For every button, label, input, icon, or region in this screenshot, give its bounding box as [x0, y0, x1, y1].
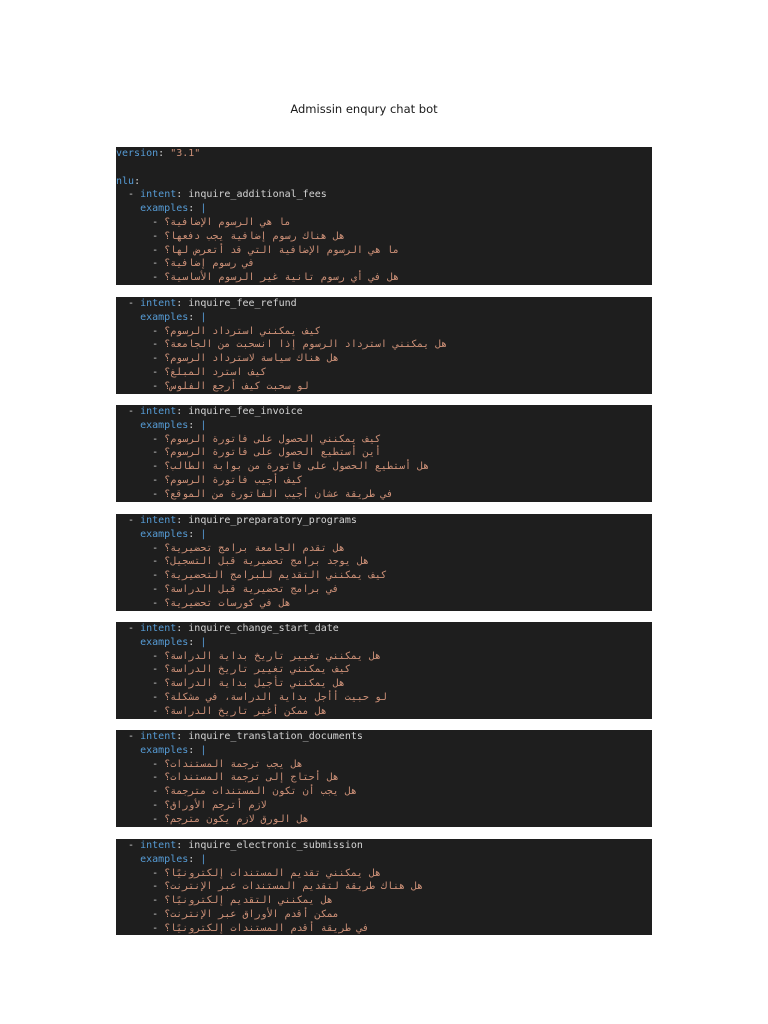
example-line: - هل يجب ترجمة المستندات؟: [152, 758, 303, 770]
example-line: - هل تقدم الجامعة برامج تحضيرية؟: [152, 542, 345, 554]
example-line: - هل في كورسات تحضيرية؟: [152, 597, 291, 609]
example-line: - كيف استرد المبلغ؟: [152, 366, 267, 378]
code-block: [116, 730, 652, 827]
example-text: هل ممكن أغير تاريخ الدراسة؟: [164, 705, 327, 717]
intent-line: - intent: inquire_preparatory_programs: [128, 515, 357, 526]
example-line: - أين أستطيع الحصول على فاتورة الرسوم؟: [152, 447, 381, 459]
example-line: - في رسوم إضافية؟: [152, 258, 255, 270]
example-text: في طريقة أقدم المستندات إلكترونيًا؟: [164, 922, 369, 934]
example-line: - هل هناك طريقة لتقديم المستندات عبر الإنترنت؟: [152, 881, 424, 893]
example-text: هل في كورسات تحضيرية؟: [164, 597, 291, 609]
example-text: هل هناك طريقة لتقديم المستندات عبر الإنترنت؟: [164, 881, 424, 893]
example-text: هل يمكنني تأجيل بداية الدراسة؟: [164, 678, 345, 690]
code-block: [116, 622, 652, 719]
example-text: هل يمكنني استرداد الرسوم إذا انسحبت من الجامعة؟: [164, 339, 448, 351]
example-text: ممكن أقدم الأوراق عبر الإنترنت؟: [164, 908, 339, 920]
example-text: هل يجب أن تكون المستندات مترجمة؟: [164, 786, 357, 798]
example-line: - هل يمكنني تغيير تاريخ بداية الدراسة؟: [152, 650, 381, 662]
examples-line: examples: |: [140, 744, 207, 756]
example-line: - كيف يمكنني التقديم للبرامج التحضيرية؟: [152, 570, 387, 582]
examples-line: examples: |: [140, 311, 207, 323]
example-text: في برامج تحضيرية قبل الدراسة؟: [164, 583, 339, 595]
example-line: - ما هي الرسوم الإضافية التي قد أتعرض لها؟: [152, 244, 399, 256]
intent-name: inquire_additional_fees: [188, 189, 327, 201]
code-block: [116, 297, 652, 394]
example-line: - هل يمكنني تقديم المستندات إلكترونيًا؟: [152, 867, 381, 879]
intent-name: inquire_change_start_date: [188, 623, 339, 634]
example-text: هل تقدم الجامعة برامج تحضيرية؟: [164, 542, 345, 554]
example-line: - كيف يمكنني استرداد الرسوم؟: [152, 325, 321, 337]
example-line: - هل هناك سياسة لاسترداد الرسوم؟: [152, 353, 339, 365]
example-text: لازم أترجم الأوراق؟: [164, 799, 267, 811]
example-text: لو سحبت كيف أرجع الفلوس؟: [164, 380, 309, 392]
version-line: version: "3.1": [116, 148, 201, 159]
code-block: [116, 405, 652, 502]
example-line: - هل يوجد برامج تحضيرية قبل التسجيل؟: [152, 556, 369, 568]
page-title: Admissin enqury chat bot: [290, 102, 438, 116]
example-text: كيف يمكنني تغيير تاريخ الدراسة؟: [164, 664, 351, 676]
intent-line: - intent: inquire_change_start_date: [128, 623, 339, 634]
example-text: هل أحتاج إلى ترجمة المستندات؟: [164, 772, 339, 784]
code-block: [116, 514, 652, 611]
intent-line: - intent: inquire_fee_invoice: [128, 406, 303, 417]
code-block: [116, 147, 652, 285]
example-line: - في برامج تحضيرية قبل الدراسة؟: [152, 583, 339, 595]
example-text: كيف يمكنني التقديم للبرامج التحضيرية؟: [164, 570, 387, 582]
intent-name: inquire_preparatory_programs: [188, 515, 357, 526]
examples-line: examples: |: [140, 528, 207, 540]
examples-line: examples: |: [140, 203, 207, 215]
example-text: كيف يمكنني استرداد الرسوم؟: [164, 325, 321, 337]
example-text: هل هناك رسوم إضافية يجب دفعها؟: [164, 230, 345, 242]
example-text: لو حبيت أأجل بداية الدراسة، في مشكلة؟: [164, 691, 387, 703]
nlu-line: nlu:: [116, 175, 141, 187]
example-text: كيف أجيب فاتورة الرسوم؟: [164, 474, 303, 486]
example-text: كيف يمكنني الحصول على فاتورة الرسوم؟: [164, 433, 381, 445]
example-text: في طريقة عشان أجيب الفاتورة من الموقع؟: [164, 488, 393, 500]
example-text: هل في أي رسوم تانية غير الرسوم الأساسية؟: [164, 272, 399, 284]
example-line: - هل يمكنني استرداد الرسوم إذا انسحبت من الجامعة؟: [152, 339, 448, 351]
example-line: - كيف يمكنني الحصول على فاتورة الرسوم؟: [152, 433, 381, 445]
example-line: - هل هناك رسوم إضافية يجب دفعها؟: [152, 230, 345, 242]
example-text: ما هي الرسوم الإضافية التي قد أتعرض لها؟: [164, 244, 399, 256]
examples-line: examples: |: [140, 636, 207, 648]
example-line: - لازم أترجم الأوراق؟: [152, 799, 267, 811]
example-text: هل يجب ترجمة المستندات؟: [164, 758, 303, 770]
example-text: في رسوم إضافية؟: [164, 258, 255, 270]
example-line: - لو سحبت كيف أرجع الفلوس؟: [152, 380, 309, 392]
example-line: - هل أحتاج إلى ترجمة المستندات؟: [152, 772, 339, 784]
example-line: - كيف أجيب فاتورة الرسوم؟: [152, 474, 303, 486]
example-text: هل هناك سياسة لاسترداد الرسوم؟: [164, 353, 339, 365]
example-text: هل يمكنني تقديم المستندات إلكترونيًا؟: [164, 867, 381, 879]
intent-line: - intent: inquire_fee_refund: [128, 298, 297, 309]
example-text: هل أستطيع الحصول على فاتورة من بوابة الطالب؟: [164, 461, 430, 473]
example-text: هل يوجد برامج تحضيرية قبل التسجيل؟: [164, 556, 369, 568]
example-line: - هل في أي رسوم تانية غير الرسوم الأساسية؟: [152, 272, 399, 284]
example-line: - في طريقة عشان أجيب الفاتورة من الموقع؟: [152, 488, 393, 500]
examples-line: examples: |: [140, 853, 207, 865]
examples-line: examples: |: [140, 419, 207, 431]
code-block: [116, 839, 652, 935]
example-text: هل يمكنني تغيير تاريخ بداية الدراسة؟: [164, 650, 381, 662]
intent-name: inquire_translation_documents: [188, 731, 363, 742]
example-line: - هل ممكن أغير تاريخ الدراسة؟: [152, 705, 327, 717]
example-text: هل يمكنني التقديم إلكترونيًا؟: [164, 895, 333, 907]
example-line: - هل الورق لازم يكون مترجم؟: [152, 813, 309, 825]
intent-name: inquire_fee_refund: [188, 298, 297, 309]
example-line: - ما هي الرسوم الإضافية؟: [152, 216, 291, 228]
example-text: ما هي الرسوم الإضافية؟: [164, 216, 291, 228]
example-line: - هل أستطيع الحصول على فاتورة من بوابة الطالب؟: [152, 461, 430, 473]
example-line: - كيف يمكنني تغيير تاريخ الدراسة؟: [152, 664, 351, 676]
example-line: - هل يمكنني تأجيل بداية الدراسة؟: [152, 678, 345, 690]
intent-line: - intent: inquire_electronic_submission: [128, 840, 363, 851]
example-line: - هل يمكنني التقديم إلكترونيًا؟: [152, 895, 333, 907]
example-line: - لو حبيت أأجل بداية الدراسة، في مشكلة؟: [152, 691, 387, 703]
intent-name: inquire_fee_invoice: [188, 406, 303, 417]
example-line: - في طريقة أقدم المستندات إلكترونيًا؟: [152, 922, 369, 934]
example-line: - ممكن أقدم الأوراق عبر الإنترنت؟: [152, 908, 339, 920]
intent-name: inquire_electronic_submission: [188, 840, 363, 851]
example-text: أين أستطيع الحصول على فاتورة الرسوم؟: [164, 447, 381, 459]
example-text: هل الورق لازم يكون مترجم؟: [164, 813, 309, 825]
example-text: كيف استرد المبلغ؟: [164, 366, 267, 378]
example-line: - هل يجب أن تكون المستندات مترجمة؟: [152, 786, 357, 798]
intent-line: - intent: inquire_translation_documents: [128, 731, 363, 742]
intent-line: - intent: inquire_additional_fees: [128, 189, 327, 201]
